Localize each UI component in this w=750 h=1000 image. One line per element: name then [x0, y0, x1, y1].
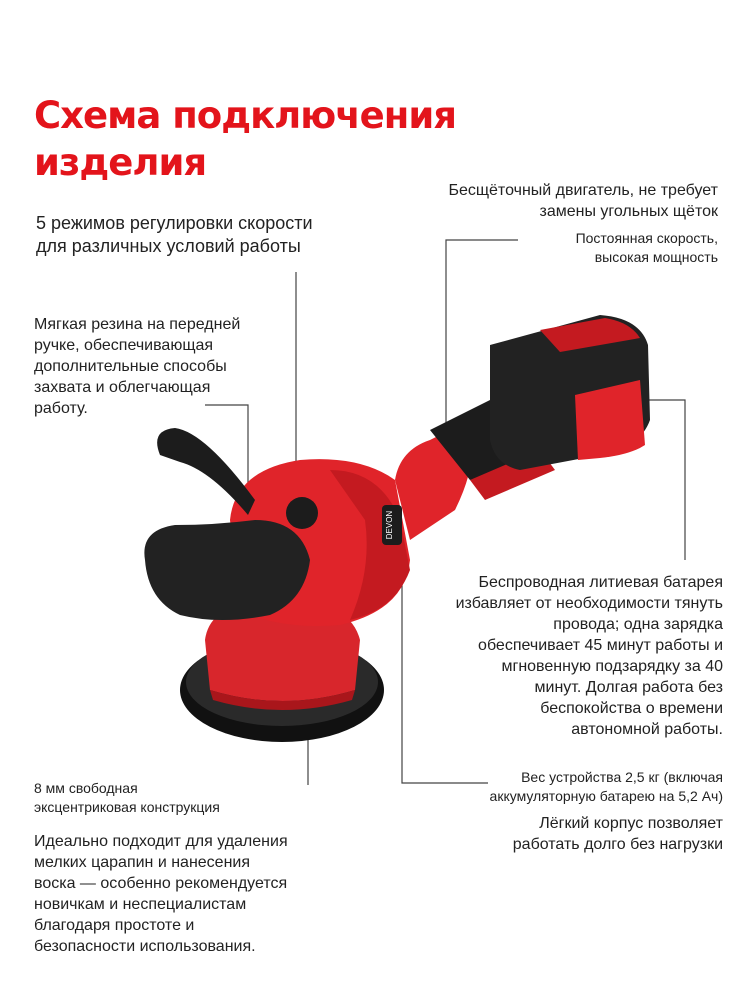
page-title — [34, 92, 456, 186]
callout-weight — [490, 768, 723, 806]
callout-battery-line: мгновенную подзарядку за 40 — [501, 658, 723, 675]
callout-battery-line: беспокойства о времени — [540, 700, 723, 717]
callout-handle-line: ручке, обеспечивающая — [34, 337, 214, 354]
callout-motor — [448, 180, 718, 222]
title-line-2: изделия — [34, 141, 207, 184]
callout-power-line: высокая мощность — [594, 249, 718, 265]
callout-weight-line: аккумуляторную батарею на 5,2 Ач) — [489, 788, 723, 804]
callout-usage-line: безопасности использования. — [34, 938, 256, 955]
callout-power-line: Постоянная скорость, — [575, 230, 718, 246]
callout-power — [576, 229, 718, 267]
grip-knob — [286, 497, 318, 529]
callout-battery-line: обеспечивает 45 минут работы и — [478, 637, 723, 654]
callout-battery-line: автономной работы. — [571, 721, 723, 738]
front-rubber-grip — [144, 520, 310, 620]
callout-speed — [36, 212, 313, 258]
callout-usage-line: воска — особенно рекомендуется — [34, 875, 288, 892]
callout-battery-line: избавляет от необходимости тянуть — [455, 595, 723, 612]
title-line-1: Схема подключения — [34, 94, 456, 137]
callout-motor-line: замены угольных щёток — [539, 203, 718, 220]
callout-battery — [456, 572, 723, 740]
callout-handle-line: дополнительные способы — [34, 358, 227, 375]
callout-light-line: работать долго без нагрузки — [512, 836, 723, 853]
callout-usage-line: мелких царапин и нанесения — [34, 854, 251, 871]
callout-light — [513, 813, 723, 855]
callout-speed-line: 5 режимов регулировки скорости — [36, 213, 313, 233]
callout-handle-line: Мягкая резина на передней — [34, 316, 241, 333]
callout-eccentric-line: 8 мм свободная — [34, 780, 138, 796]
callout-handle-line: захвата и облегчающая — [34, 379, 211, 396]
leader-battery — [648, 400, 685, 560]
callout-battery-line: Беспроводная литиевая батарея — [478, 574, 723, 591]
callout-handle — [34, 314, 240, 419]
callout-battery-line: минут. Долгая работа без — [534, 679, 723, 696]
callout-motor-line: Бесщёточный двигатель, не требует — [448, 182, 718, 199]
callout-speed-line: для различных условий работы — [36, 236, 301, 256]
callout-weight-line: Вес устройства 2,5 кг (включая — [521, 769, 723, 785]
callout-handle-line: работу. — [34, 400, 88, 417]
callout-usage — [34, 831, 288, 957]
side-handle — [157, 428, 255, 515]
callout-usage-line: благодаря простоте и — [34, 917, 195, 934]
callout-usage-line: новичкам и неспециалистам — [34, 896, 247, 913]
brand-plate-text: DEVON — [385, 510, 394, 540]
callout-eccentric — [34, 779, 220, 817]
callout-battery-line: провода; одна зарядка — [553, 616, 723, 633]
callout-usage-line: Идеально подходит для удаления — [34, 833, 288, 850]
callout-light-line: Лёгкий корпус позволяет — [539, 815, 723, 832]
callout-eccentric-line: эксцентриковая конструкция — [34, 799, 220, 815]
